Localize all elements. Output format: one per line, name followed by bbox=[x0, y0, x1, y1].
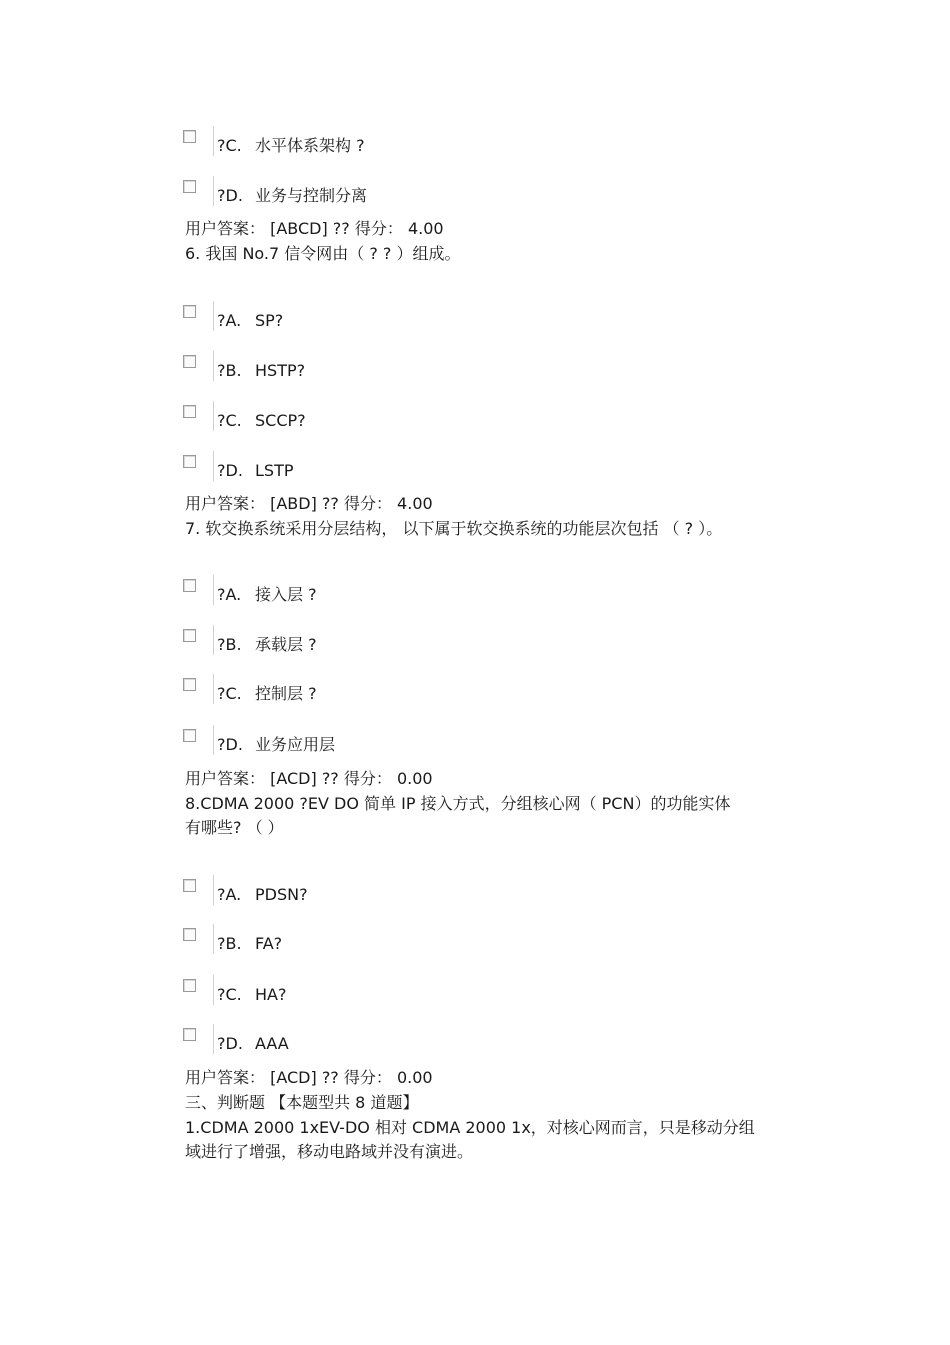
checkbox[interactable] bbox=[183, 305, 196, 318]
option-letter: ?A. bbox=[217, 585, 242, 604]
option-text: 控制层 ? bbox=[255, 684, 317, 703]
option-letter: ?A. bbox=[217, 311, 242, 330]
divider bbox=[213, 351, 214, 381]
option-letter: ?D. bbox=[217, 186, 243, 205]
divider bbox=[213, 126, 214, 156]
option-text: HA? bbox=[255, 985, 287, 1004]
divider bbox=[213, 924, 214, 954]
option-q7-c[interactable] bbox=[183, 674, 483, 708]
option-text: SP? bbox=[255, 311, 284, 330]
option-letter: ?C. bbox=[217, 411, 242, 430]
divider bbox=[213, 975, 214, 1005]
divider bbox=[213, 625, 214, 655]
divider bbox=[213, 725, 214, 755]
user-answer-q6: 用户答案： [ABD] ?? 得分： 4.00 bbox=[185, 494, 433, 513]
option-text: SCCP? bbox=[255, 411, 306, 430]
question-8-title: 8.CDMA 2000 ?EV DO 简单 IP 接入方式，分组核心网（ PCN）的功能实体 bbox=[185, 794, 731, 813]
section-heading: 三、判断题 【本题型共 8 道题】 bbox=[185, 1093, 419, 1112]
option-text: HSTP? bbox=[255, 361, 306, 380]
option-letter: ?D. bbox=[217, 461, 243, 480]
checkbox[interactable] bbox=[183, 928, 196, 941]
option-text: 接入层 ? bbox=[255, 585, 317, 604]
option-q6-b[interactable] bbox=[183, 351, 483, 385]
option-q7-b[interactable] bbox=[183, 625, 483, 659]
option-q5-c[interactable] bbox=[183, 126, 483, 160]
option-q7-a[interactable] bbox=[183, 575, 483, 609]
option-text: FA? bbox=[255, 934, 283, 953]
checkbox[interactable] bbox=[183, 180, 196, 193]
checkbox[interactable] bbox=[183, 1028, 196, 1041]
checkbox[interactable] bbox=[183, 455, 196, 468]
option-letter: ?B. bbox=[217, 361, 242, 380]
option-text: AAA bbox=[255, 1034, 289, 1053]
checkbox[interactable] bbox=[183, 355, 196, 368]
divider bbox=[213, 875, 214, 905]
true-false-question-1: 1.CDMA 2000 1xEV-DO 相对 CDMA 2000 1x，对核心网而言，只是移动分组 bbox=[185, 1118, 755, 1137]
divider bbox=[213, 451, 214, 481]
option-q8-c[interactable] bbox=[183, 975, 483, 1009]
option-text: 承载层 ? bbox=[255, 635, 317, 654]
user-answer-q8: 用户答案： [ACD] ?? 得分： 0.00 bbox=[185, 1068, 433, 1087]
option-q8-b[interactable] bbox=[183, 924, 483, 958]
divider bbox=[213, 575, 214, 605]
option-letter: ?C. bbox=[217, 136, 242, 155]
divider bbox=[213, 301, 214, 331]
divider bbox=[213, 176, 214, 206]
checkbox[interactable] bbox=[183, 579, 196, 592]
user-answer-q7: 用户答案： [ACD] ?? 得分： 0.00 bbox=[185, 769, 433, 788]
option-letter: ?C. bbox=[217, 985, 242, 1004]
user-answer-q5: 用户答案： [ABCD] ?? 得分： 4.00 bbox=[185, 219, 444, 238]
option-letter: ?D. bbox=[217, 735, 243, 754]
divider bbox=[213, 1024, 214, 1054]
divider bbox=[213, 401, 214, 431]
option-text: PDSN? bbox=[255, 885, 308, 904]
checkbox[interactable] bbox=[183, 405, 196, 418]
checkbox[interactable] bbox=[183, 678, 196, 691]
checkbox[interactable] bbox=[183, 979, 196, 992]
option-letter: ?D. bbox=[217, 1034, 243, 1053]
option-text: 业务与控制分离 bbox=[255, 186, 368, 205]
option-letter: ?A. bbox=[217, 885, 242, 904]
option-letter: ?B. bbox=[217, 934, 242, 953]
option-text: 业务应用层 bbox=[255, 735, 336, 754]
checkbox[interactable] bbox=[183, 629, 196, 642]
question-8-title-continued: 有哪些? （ ） bbox=[185, 818, 284, 837]
option-letter: ?B. bbox=[217, 635, 242, 654]
question-6-title: 6. 我国 No.7 信令网由（ ? ? ）组成。 bbox=[185, 244, 461, 263]
option-q6-c[interactable] bbox=[183, 401, 483, 435]
option-q8-d[interactable] bbox=[183, 1024, 483, 1058]
option-q7-d[interactable] bbox=[183, 725, 483, 759]
option-text: 水平体系架构 ? bbox=[255, 136, 365, 155]
checkbox[interactable] bbox=[183, 729, 196, 742]
divider bbox=[213, 674, 214, 704]
option-text: LSTP bbox=[255, 461, 294, 480]
option-q6-d[interactable] bbox=[183, 451, 483, 485]
option-letter: ?C. bbox=[217, 684, 242, 703]
question-7-title: 7. 软交换系统采用分层结构， 以下属于软交换系统的功能层次包括 （ ? ）。 bbox=[185, 519, 723, 538]
checkbox[interactable] bbox=[183, 879, 196, 892]
option-q8-a[interactable] bbox=[183, 875, 483, 909]
option-q6-a[interactable] bbox=[183, 301, 483, 335]
true-false-question-1-continued: 域进行了增强，移动电路域并没有演进。 bbox=[185, 1142, 474, 1161]
checkbox[interactable] bbox=[183, 130, 196, 143]
option-q5-d[interactable] bbox=[183, 176, 483, 210]
